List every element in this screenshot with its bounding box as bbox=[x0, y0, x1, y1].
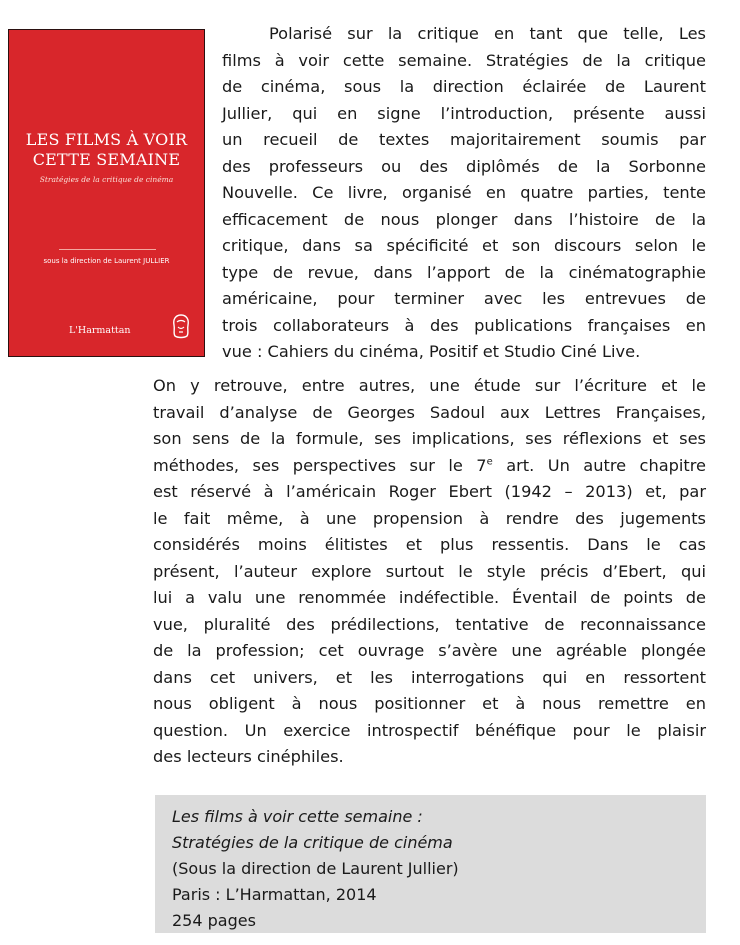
text-line: films à voir cette semaine. Stratégies de la critique bbox=[222, 50, 706, 70]
cover-director: sous la direction de Laurent JULLIER bbox=[43, 257, 170, 265]
text-line: américaine, pour terminer avec les entrevues de bbox=[222, 289, 706, 308]
text-line: Polarisé sur la critique en tant que telle, Les bbox=[269, 24, 706, 43]
book-cover bbox=[8, 29, 205, 357]
text-line: des professeurs ou des diplômés de la Sorbonne bbox=[222, 156, 706, 176]
review-paragraph-1 bbox=[222, 21, 706, 366]
text-line: un recueil de textes majoritairement soumis par bbox=[222, 130, 706, 149]
text-line: travail d’analyse de Georges Sadoul aux Lettres Françaises, bbox=[153, 402, 706, 422]
book-reference-box bbox=[155, 795, 706, 933]
text-line: des lecteurs cinéphiles. bbox=[153, 747, 344, 766]
ordinal-superscript: e bbox=[486, 456, 493, 468]
text-line: le fait même, à une propension à rendre des jugements bbox=[153, 508, 706, 528]
text-line: présent, l’auteur explore surtout le style précis d’Ebert, qui bbox=[153, 561, 706, 581]
review-paragraph-2 bbox=[153, 373, 706, 771]
text-line: type de revue, dans l’apport de la cinématographie bbox=[222, 262, 706, 282]
cover-publisher-logo: L'Harmattan bbox=[69, 325, 131, 336]
text-line: Jullier, qui en signe l’introduction, présente aussi bbox=[222, 103, 706, 123]
text-line: son sens de la formule, ses implications, ses réflexions et ses bbox=[153, 429, 706, 448]
text-line: dans cet univers, et les interrogations qui en ressortent bbox=[153, 667, 706, 687]
reference-publisher: Paris : L’Harmattan, 2014 bbox=[172, 885, 377, 904]
text-line: vue, pluralité des prédilections, tentative de reconnaissance bbox=[153, 614, 706, 634]
reference-pages: 254 pages bbox=[172, 911, 256, 930]
reference-direction: (Sous la direction de Laurent Jullier) bbox=[172, 859, 459, 878]
publisher-emblem-icon bbox=[171, 313, 191, 339]
cover-title bbox=[15, 130, 198, 170]
text-line: On y retrouve, entre autres, une étude sur l’écriture et le bbox=[153, 376, 706, 395]
text-line: trois collaborateurs à des publications françaises en bbox=[222, 315, 706, 335]
text-line: considérés moins élitistes et plus ressentis. Dans le cas bbox=[153, 535, 706, 554]
text-line: question. Un exercice introspectif bénéfique pour le plaisir bbox=[153, 720, 706, 740]
text-line: efficacement de nous plonger dans l’histoire de la bbox=[222, 209, 706, 229]
text-line: méthodes, ses perspectives sur le 7e art. Un autre chapitre bbox=[153, 455, 707, 475]
cover-title-line: LES FILMS À VOIR bbox=[25, 130, 188, 149]
text-line: de cinéma, sous la direction éclairée de Laurent bbox=[222, 77, 706, 96]
reference-title: Les films à voir cette semaine : bbox=[172, 807, 423, 826]
reference-subtitle: Stratégies de la critique de cinéma bbox=[172, 833, 453, 852]
text-line: vue : Cahiers du cinéma, Positif et Studio Ciné Live. bbox=[222, 342, 641, 361]
cover-divider bbox=[59, 249, 156, 250]
text-line: Nouvelle. Ce livre, organisé en quatre parties, tente bbox=[222, 183, 706, 202]
text-line: critique, dans sa spécificité et son discours selon le bbox=[222, 236, 706, 255]
cover-title-line: CETTE SEMAINE bbox=[32, 150, 181, 169]
text-fragment: art. Un autre chapitre bbox=[492, 455, 707, 475]
text-line: est réservé à l’américain Roger Ebert (1942 – 2013) et, par bbox=[153, 482, 706, 501]
text-line: nous obligent à nous positionner et à nous remettre en bbox=[153, 694, 706, 713]
text-line: de la profession; cet ouvrage s’avère une agréable plongée bbox=[153, 641, 706, 660]
cover-subtitle: Stratégies de la critique de cinéma bbox=[39, 175, 174, 184]
text-line: lui a valu une renommée indéfectible. Éventail de points de bbox=[153, 588, 706, 607]
